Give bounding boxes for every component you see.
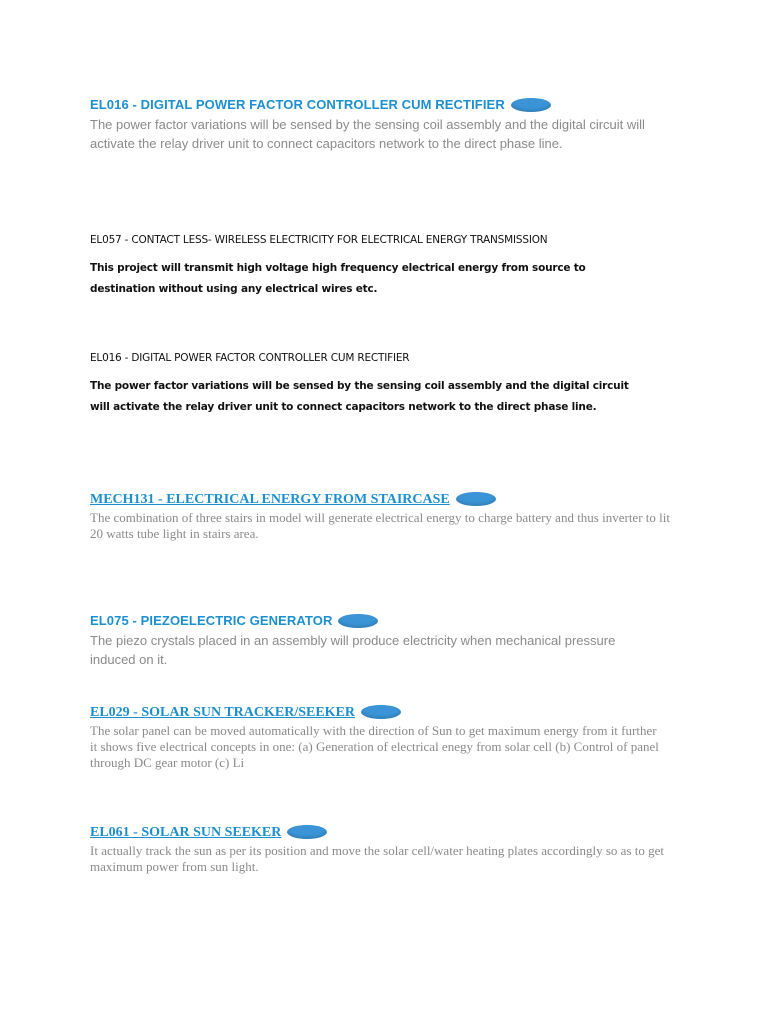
project-description: This project will transmit high voltage high frequency electrical energy from source to destination without using any electrical wires etc. <box>90 262 586 295</box>
project-description: It actually track the sun as per its position and move the solar cell/water heating plates accordingly so as to get maximum power from sun light. <box>90 843 664 874</box>
project-title: EL016 - DIGITAL POWER FACTOR CONTROLLER CUM RECTIFIER <box>90 352 410 364</box>
project-description: The power factor variations will be sensed by the sensing coil assembly and the digital circuit will activate the relay driver unit to connect capacitors network to the direct phase line. <box>90 117 645 151</box>
badge-icon[interactable] <box>287 825 327 839</box>
project-item <box>90 823 710 875</box>
project-item <box>90 490 710 542</box>
project-title-link[interactable]: MECH131 - ELECTRICAL ENERGY FROM STAIRCASE <box>90 492 450 507</box>
project-title: EL016 - DIGITAL POWER FACTOR CONTROLLER CUM RECTIFIER <box>90 97 505 112</box>
project-description: The combination of three stairs in model will generate electrical energy to charge battery and thus inverter to lit 20 watts tube light in stairs area. <box>90 510 670 541</box>
project-title-link[interactable]: EL029 - SOLAR SUN TRACKER/SEEKER <box>90 705 356 720</box>
project-title: EL075 - PIEZOELECTRIC GENERATOR <box>90 613 333 628</box>
badge-icon[interactable] <box>511 98 551 112</box>
project-title: EL057 - CONTACT LESS- WIRELESS ELECTRICITY FOR ELECTRICAL ENERGY TRANSMISSION <box>90 234 548 246</box>
project-item <box>90 703 710 771</box>
project-description: The power factor variations will be sensed by the sensing coil assembly and the digital circuit will activate the relay driver unit to connect capacitors network to the direct phase line. <box>90 380 629 413</box>
project-item <box>90 352 710 418</box>
project-title-link[interactable]: EL061 - SOLAR SUN SEEKER <box>90 825 282 840</box>
badge-icon[interactable] <box>456 492 496 506</box>
badge-icon[interactable] <box>361 705 401 719</box>
project-item <box>90 96 710 153</box>
project-description: The piezo crystals placed in an assembly will produce electricity when mechanical pressure induced on it. <box>90 633 616 667</box>
project-item <box>90 234 710 300</box>
badge-icon[interactable] <box>338 614 378 628</box>
project-item <box>90 612 710 669</box>
project-description: The solar panel can be moved automatically with the direction of Sun to get maximum energy from it further it shows five electrical concepts in one: (a) Generation of electrical enegy from solar cell (b) Control of panel through DC gear motor (c) Li <box>90 723 659 770</box>
